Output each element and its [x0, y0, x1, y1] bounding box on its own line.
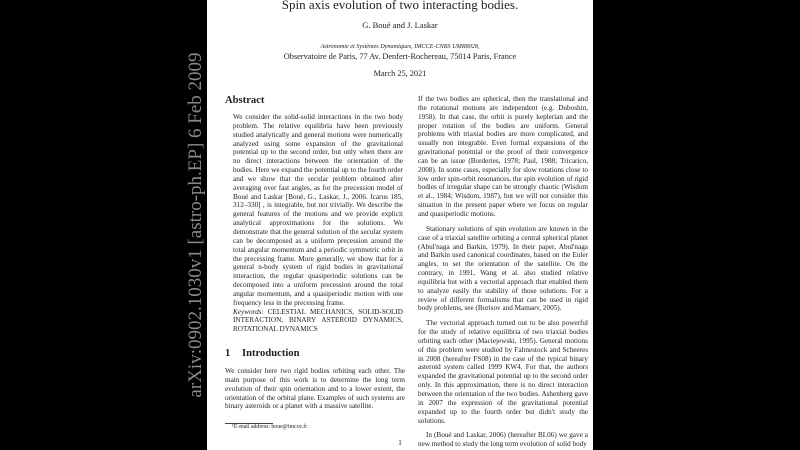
right-column	[418, 95, 588, 450]
keywords-text: : CELESTIAL MECHANICS, SOLID-SOLID INTERACTION, BINARY ASTEROID DYNAMICS, ROTATIONAL DYNAMICS	[233, 307, 403, 334]
paper-authors: G. Boué and J. Laskar	[362, 20, 438, 30]
paper-title: Spin axis evolution of two interacting bodies.	[281, 0, 519, 12]
affiliation-line-1: Astronomie et Systèmes Dynamiques, IMCCE-CNRS UMR8028,	[320, 43, 480, 50]
body-paragraph: The vectorial approach turned out to be also powerful for the study of relative equilibria of two triaxial bodies orbiting each other (Maciejewski, 1995). General motions of this problem were studied by Fahnestock and Scheeres in 2008 (hereafter FS08) in the case of the typical binary asteroid system called 1999 KW4. For that, the authors expanded the gravitational potential up to the second order only. In this approximation, there is no direct interaction between the orientation of the two bodies. Ashenberg gave in 2007 the expression of the gravitational potential expanded up to the fourth order but didn't study the solutions.	[418, 319, 588, 425]
affiliation-line-2: Observatoire de Paris, 77 Av. Denfert-Rochereau, 75014 Paris, France	[283, 52, 517, 61]
paper-date: March 25, 2021	[373, 69, 427, 78]
section-number: 1	[225, 348, 231, 360]
keywords-label: Keywords	[233, 307, 262, 316]
abstract-body: We consider the solid-solid interactions in the two body problem. The relative equilibria have been previously studied analytically and general motions were numerically analyzed using some expansion of the gravitational potential up to the second order, but only when there are no direct interactions between the orientation of the bodies. Here we expand the potential up to the fourth order and we show that the secular problem obtained after averaging over fast angles, as for the precession model of Boué and Laskar [Boué, G., Laskar, J., 2006. Icarus 185, 312–330] , is integrable, but not trivially. We describe the general features of the motions and we provide explicit analytical approximations for the solutions. We demonstrate that the general solution of the secular system can be decomposed as a uniform precession around the total angular momentum and a periodic symmetric orbit in the precessing frame. More generally, we show that for a general n-body system of rigid bodies in gravitational interaction, the regular quasiperiodic solutions can be decomposed into a uniform precession around the total angular momentum, and a quasiperiodic motion with one frequency less in the precessing frame.	[233, 113, 403, 307]
left-column	[225, 95, 405, 431]
abstract-text	[225, 113, 405, 334]
page-number: 1	[398, 438, 402, 447]
body-paragraph: Stationary solutions of spin evolution are known in the case of a triaxial satellite orbiting a central spherical planet (Abul'naga and Barkin, 1979). In their paper, Abul'naga and Barkin used canonical coordinates, based on the Euler angles, to set the orientation of the satellite. On the contrary, in 1991, Wang et al. also studied relative equilibria but with a vectorial approach that enabled them to analyze easily the stability of those solutions. For a review of different formalisms that can be used in rigid body problems, see (Borisov and Mamaev, 2005).	[418, 224, 588, 313]
paper-page	[207, 0, 593, 450]
body-paragraph: In (Boué and Laskar, 2006) (hereafter BL06) we gave a new method to study the long term evolution of solid body	[418, 431, 588, 449]
body-paragraph: If the two bodies are spherical, then the translational and the rotational motions are independent (e.g. Duboshin, 1958). In that case, the orbit is purely keplerian and the proper rotation of the bodies are uniform. General problems with triaxial bodies are more complicated, and usually non integrable. Even formal expansions of the gravitational potential or the proof of their convergence can be an issue (Borderies, 1978; Paul, 1988; Tricarico, 2008). In some cases, especially for slow rotations close to low order spin-orbit resonances, the spin evolution of rigid bodies of irregular shape can be strongly chaotic (Wisdom et al., 1984; Wisdom, 1987), but we will not consider this situation in the present paper where we focus on regular and quasiperiodic motions.	[418, 95, 588, 218]
intro-paragraph: We consider here two rigid bodies orbiting each other. The main purpose of this work is to determine the long term evolution of their spin orientation and to a lower extent, the orientation of the orbital plane. Examples of such systems are binary asteroids or a planet with a massive satellite.	[225, 367, 405, 411]
abstract-heading: Abstract	[225, 95, 265, 106]
section-heading-introduction	[225, 348, 405, 360]
section-title: Introduction	[242, 348, 300, 360]
footnote: ¹E-mail address: boue@imcce.fr	[232, 424, 308, 431]
arxiv-identifier: arXiv:0902.1030v1 [astro-ph.EP] 6 Feb 2009	[185, 52, 206, 398]
